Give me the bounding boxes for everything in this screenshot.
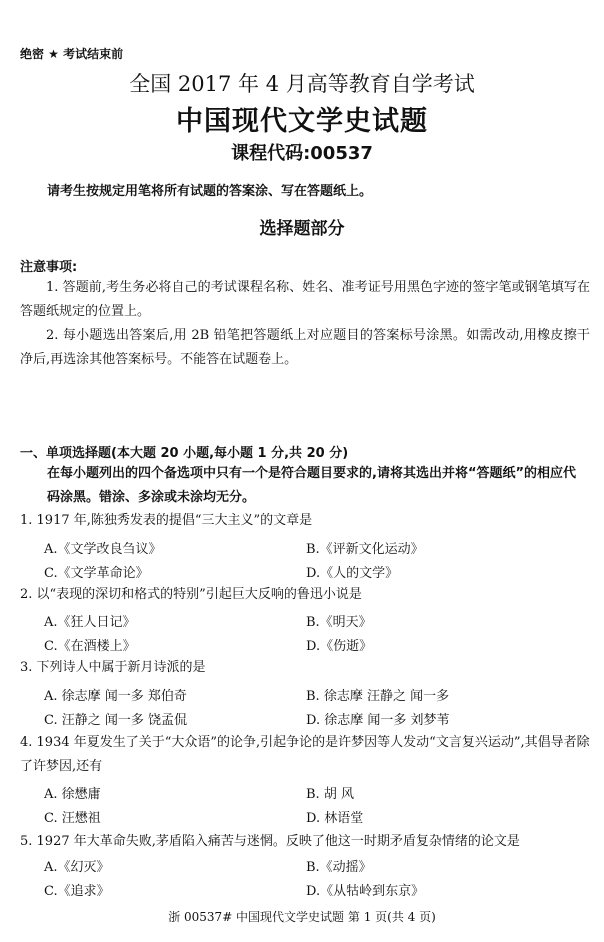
paper-title: 中国现代文学史试题 <box>176 106 428 137</box>
question-option: B.《评新文化运动》 <box>306 542 424 557</box>
question-stem: 4. 1934 年夏发生了关于“大众语”的论争,引起争论的是许梦因等人发动“文言复兴运动”,其倡导者除了许梦因,还有 <box>20 735 590 774</box>
question-stem: 3. 下列诗人中属于新月诗派的是 <box>20 660 206 675</box>
question-option: D.《伤逝》 <box>306 639 373 654</box>
question-option: A. 徐志摩 闻一多 郑伯奇 <box>44 689 187 704</box>
question-option: C. 汪懋祖 <box>44 811 101 826</box>
question-option: B.《明天》 <box>306 615 372 630</box>
note-item: 1. 答题前,考生务必将自己的考试课程名称、姓名、准考证号用黑色字迹的签字笔或钢笔填写在答题纸规定的位置上。 <box>20 280 590 319</box>
question-option: B.《动摇》 <box>306 860 372 875</box>
question-stem: 2. 以“表现的深切和格式的特别”引起巨大反响的鲁迅小说是 <box>20 587 362 602</box>
question-option: D. 林语堂 <box>306 811 364 826</box>
exam-title: 全国 2017 年 4 月高等教育自学考试 <box>129 72 475 96</box>
question-option: A.《文学改良刍议》 <box>44 542 162 557</box>
question-option: A.《幻灭》 <box>44 860 110 875</box>
question-option: A.《狂人日记》 <box>44 615 136 630</box>
question-option: C. 汪静之 闻一多 饶孟侃 <box>44 713 188 728</box>
section-heading: 选择题部分 <box>259 219 345 239</box>
part-description: 在每小题列出的四个备选项中只有一个是符合题目要求的,请将其选出并将“答题纸”的相应代码涂黑。错涂、多涂或未涂均无分。 <box>47 466 577 505</box>
question-option: D.《人的文学》 <box>306 566 399 581</box>
question-stem: 1. 1917 年,陈独秀发表的提倡“三大主义”的文章是 <box>20 513 313 528</box>
part-heading: 一、单项选择题(本大题 20 小题,每小题 1 分,共 20 分) <box>20 446 349 461</box>
question-option: C.《文学革命论》 <box>44 566 149 581</box>
question-option: C.《在酒楼上》 <box>44 639 136 654</box>
course-code: 课程代码:00537 <box>231 143 373 164</box>
question-option: D. 徐志摩 闻一多 刘梦苇 <box>306 713 450 728</box>
question-option: D.《从牯岭到东京》 <box>306 884 425 899</box>
question-stem: 5. 1927 年大革命失败,茅盾陷入痛苦与迷惘。反映了他这一时期矛盾复杂情绪的论文是 <box>20 834 520 849</box>
note-item: 2. 每小题选出答案后,用 2B 铅笔把答题纸上对应题目的答案标号涂黑。如需改动,用橡皮擦干净后,再选涂其他答案标号。不能答在试题卷上。 <box>20 328 590 367</box>
question-option: A. 徐懋庸 <box>44 787 101 802</box>
page-footer: 浙 00537# 中国现代文学史试题 第 1 页(共 4 页) <box>168 910 436 924</box>
question-option: B. 胡 风 <box>306 787 354 802</box>
notes-heading: 注意事项: <box>20 260 78 275</box>
confidential-label: 绝密 ★ 考试结束前 <box>20 47 124 61</box>
question-option: B. 徐志摩 汪静之 闻一多 <box>306 689 450 704</box>
question-option: C.《追求》 <box>44 884 110 899</box>
answer-instruction: 请考生按规定用笔将所有试题的答案涂、写在答题纸上。 <box>47 184 373 199</box>
